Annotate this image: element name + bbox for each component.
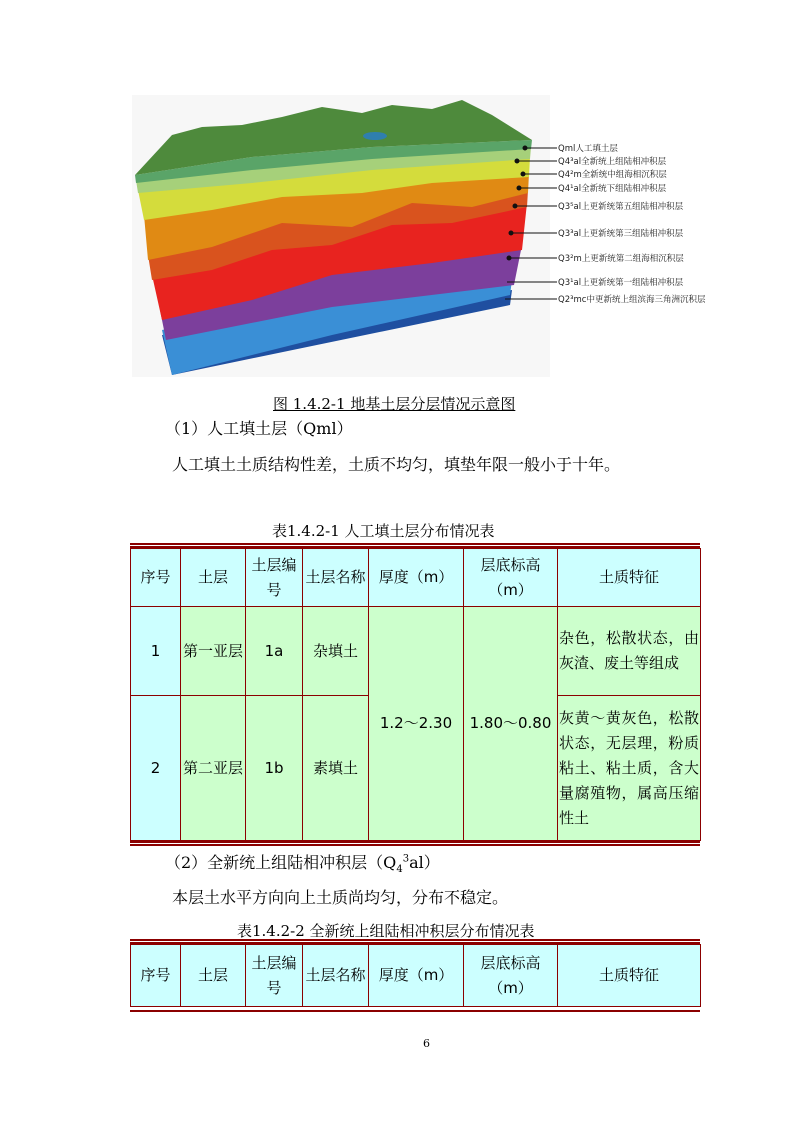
table-bottom-border: [130, 841, 700, 846]
legend-leader-lines: [505, 140, 565, 310]
header-cell: 土层编号: [246, 945, 303, 1007]
table-header-row: [131, 549, 701, 607]
header-cell: 土层名称: [303, 549, 369, 607]
legend-label: Q3¹al上更新统第一组陆相冲积层: [558, 278, 684, 288]
pond: [363, 132, 387, 140]
section-heading: [165, 850, 440, 875]
header-cell: 序号: [131, 549, 181, 607]
cell-no: 1: [131, 607, 181, 696]
heading-subscript: 4: [396, 864, 403, 876]
cell-description: 杂色，松散状态，由灰渣、废土等组成: [558, 607, 701, 696]
soil-block-diagram: [132, 95, 550, 377]
legend-label: Q3³al上更新统第三组陆相冲积层: [558, 229, 684, 239]
soil-layer-figure: [132, 95, 550, 377]
legend-label: Q4²m全新统中组海相沉积层: [558, 170, 667, 180]
cell-layer: 第一亚层: [181, 607, 246, 696]
header-cell: 土层名称: [303, 945, 369, 1007]
header-cell: 厚度（m）: [369, 549, 464, 607]
cell-thickness: 1.2～2.30: [369, 607, 464, 841]
section-heading: （1）人工填土层（Qml）: [165, 419, 353, 438]
heading-text: al）: [409, 853, 440, 872]
cell-name: 杂填土: [303, 607, 369, 696]
header-cell: 土层: [181, 945, 246, 1007]
paragraph: 人工填土土质结构性差，土质不均匀，填垫年限一般小于十年。: [172, 455, 621, 474]
header-cell: 土层: [181, 549, 246, 607]
heading-text: （2）全新统上组陆相冲积层（Q: [165, 853, 397, 872]
header-cell: 土质特征: [558, 945, 701, 1007]
figure-legend: [505, 140, 735, 310]
legend-label: Q4³al全新统上组陆相冲积层: [558, 157, 667, 167]
page-number: 6: [423, 1037, 430, 1050]
fill-layer-table: [130, 548, 701, 841]
legend-label: Q2³mc中更新统上组滨海三角洲沉积层: [558, 295, 706, 305]
table-title: 表1.4.2-2 全新统上组陆相冲积层分布情况表: [237, 922, 535, 940]
header-cell: 厚度（m）: [369, 945, 464, 1007]
table-row: [131, 607, 701, 696]
header-cell: 序号: [131, 945, 181, 1007]
legend-label: Q3²m上更新统第二组海相沉积层: [558, 254, 684, 264]
table-header-row: [131, 945, 701, 1007]
alluvial-layer-table: [130, 944, 701, 1007]
cell-code: 1b: [246, 696, 303, 841]
header-cell: 层底标高（m）: [464, 945, 558, 1007]
figure-caption: 图 1.4.2-1 地基土层分层情况示意图: [273, 395, 516, 413]
legend-label: Q4¹al全新统下组陆相冲积层: [558, 184, 667, 194]
paragraph: 本层土水平方向向上土质尚均匀，分布不稳定。: [172, 888, 509, 907]
heading-superscript: 3: [402, 853, 410, 865]
legend-label: Q3⁵al上更新统第五组陆相冲积层: [558, 202, 684, 212]
cell-layer: 第二亚层: [181, 696, 246, 841]
cell-bottom-elevation: 1.80～0.80: [464, 607, 558, 841]
cell-code: 1a: [246, 607, 303, 696]
header-cell: 层底标高（m）: [464, 549, 558, 607]
cell-description: 灰黄～黄灰色，松散状态，无层理，粉质粘土、粘土质，含大量腐殖物，属高压缩性土: [558, 696, 701, 841]
cell-name: 素填土: [303, 696, 369, 841]
cell-no: 2: [131, 696, 181, 841]
header-cell: 土质特征: [558, 549, 701, 607]
header-cell: 土层编号: [246, 549, 303, 607]
table-bottom-border: [130, 1010, 700, 1012]
table-title: 表1.4.2-1 人工填土层分布情况表: [272, 522, 495, 540]
legend-label: Qml人工填土层: [558, 144, 618, 154]
